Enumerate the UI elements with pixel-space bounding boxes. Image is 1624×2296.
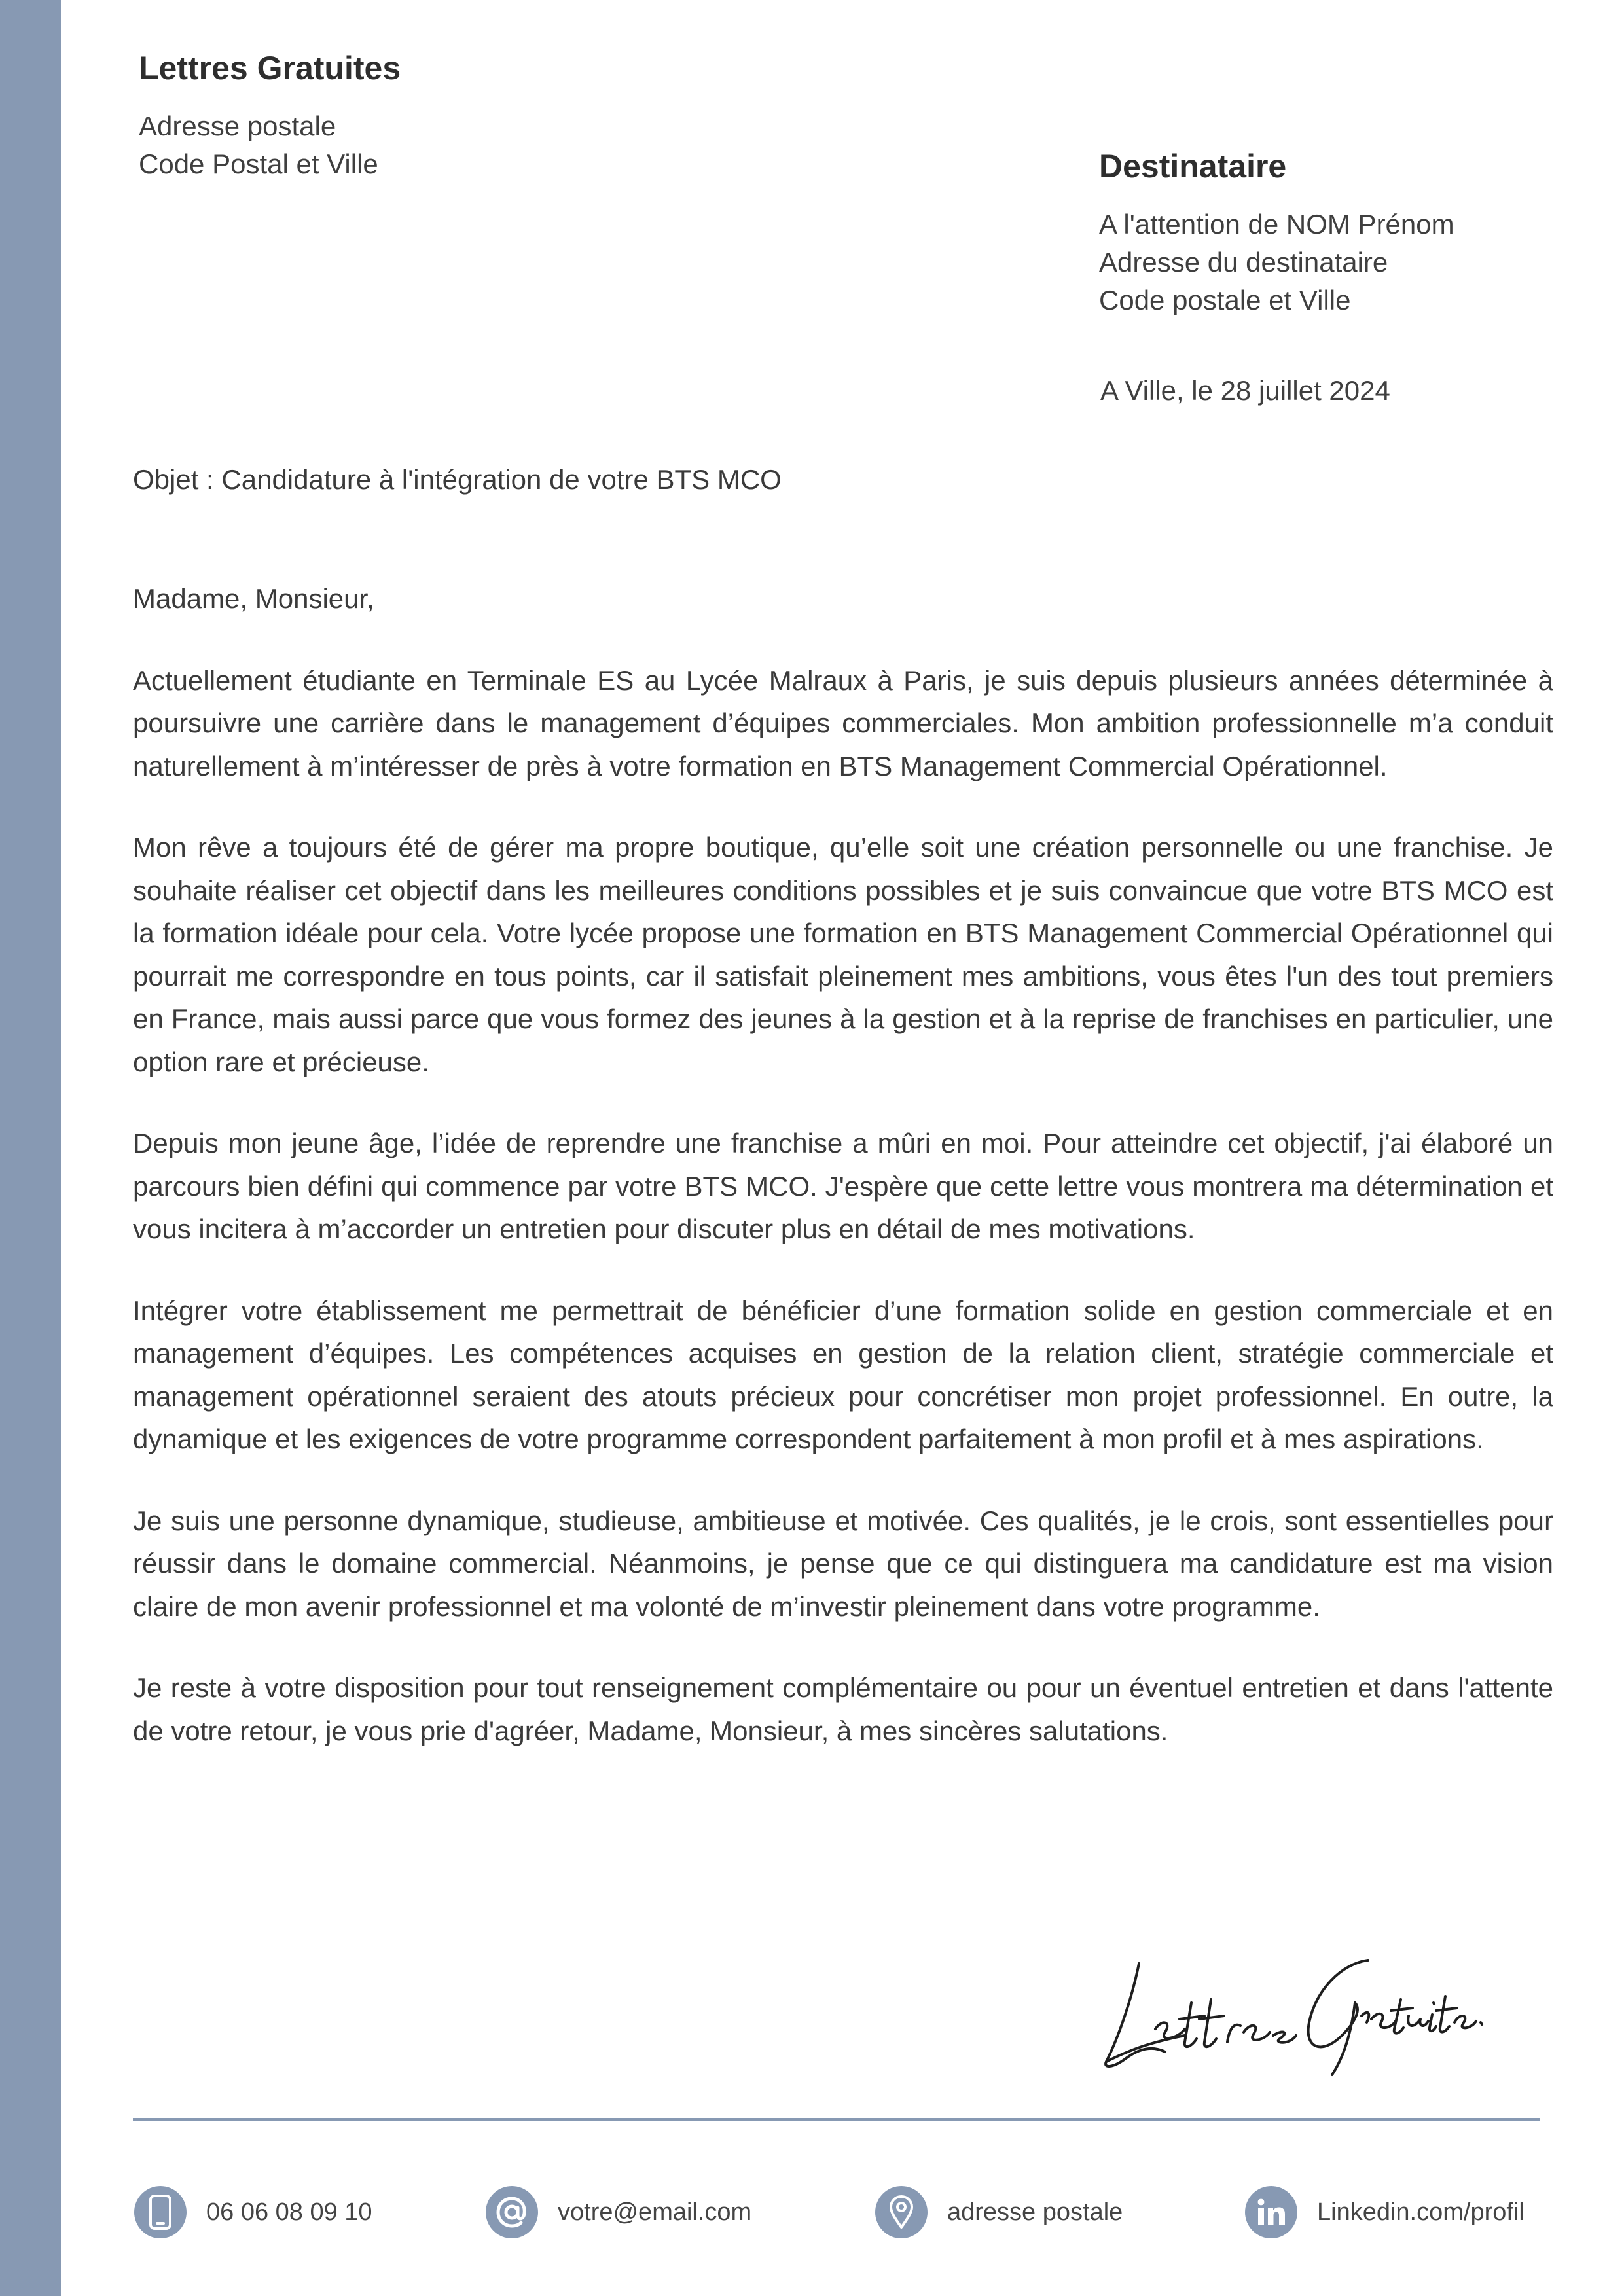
body-paragraph: Actuellement étudiante en Terminale ES au Lycée Malraux à Paris, je suis depuis plusieurs années déterminée à poursuivre une carrière dans le management d’équipes commerciales. Mon ambition professionnelle m’a conduit naturellement à m’intéresser de près à votre formation en BTS Management Commercial Opérationnel. xyxy=(133,664,1553,781)
footer-address xyxy=(875,2186,1123,2238)
footer-email xyxy=(486,2186,751,2238)
email-label: votre@email.com xyxy=(558,2198,752,2226)
recipient-block xyxy=(1099,144,1597,319)
footer-linkedin xyxy=(1245,2186,1525,2238)
sender-city: Code Postal et Ville xyxy=(139,149,378,179)
letter-subject: Objet : Candidature à l'intégration de votre BTS MCO xyxy=(133,464,782,495)
recipient-title: Destinataire xyxy=(1099,148,1287,185)
recipient-city: Code postale et Ville xyxy=(1099,285,1351,315)
address-label: adresse postale xyxy=(947,2198,1123,2226)
body-paragraph: Intégrer votre établissement me permettrait de bénéficier d’une formation solide en gestion commerciale et en management d’équipes. Les compétences acquises en gestion de la relation client, stratégie commerciale et management opérationnel seraient des atouts précieux pour concrétiser mon projet professionnel. En outre, la dynamique et les exigences de votre programme correspondent parfaitement à mon profil et à mes aspirations. xyxy=(133,1295,1553,1454)
letter-date: A Ville, le 28 juillet 2024 xyxy=(1100,375,1390,406)
recipient-address: Adresse du destinataire xyxy=(1099,247,1388,278)
greeting: Madame, Monsieur, xyxy=(133,583,374,614)
sender-block xyxy=(139,46,728,183)
recipient-attention: A l'attention de NOM Prénom xyxy=(1099,209,1454,240)
body-paragraph: Je suis une personne dynamique, studieuse, ambitieuse et motivée. Ces qualités, je le crois, sont essentielles pour réussir dans le domaine commercial. Néanmoins, je pense que ce qui distinguera ma candidature est ma vision claire de mon avenir professionnel et ma volonté de m’investir pleinement dans votre programme. xyxy=(133,1505,1553,1622)
location-pin-icon xyxy=(875,2186,928,2238)
linkedin-label: Linkedin.com/profil xyxy=(1317,2198,1525,2226)
linkedin-icon xyxy=(1245,2186,1297,2238)
at-icon xyxy=(486,2186,538,2238)
footer-phone xyxy=(134,2186,372,2238)
phone-icon xyxy=(134,2186,187,2238)
phone-label: 06 06 08 09 10 xyxy=(206,2198,372,2226)
sender-address: Adresse postale xyxy=(139,111,336,141)
footer-divider xyxy=(133,2118,1540,2121)
body-paragraph: Je reste à votre disposition pour tout renseignement complémentaire ou pour un éventuel entretien et dans l'attente de votre retour, je vous prie d'agréer, Madame, Monsieur, à mes sincères salutations. xyxy=(133,1672,1553,1746)
left-accent-bar xyxy=(0,0,61,2296)
handwritten-signature xyxy=(1093,1937,1486,2081)
body-paragraph: Mon rêve a toujours été de gérer ma propre boutique, qu’elle soit une création personnelle ou une franchise. Je souhaite réaliser cet objectif dans les meilleures conditions possibles et je suis convaincue que votre BTS MCO est la formation idéale pour cela. Votre lycée propose une formation en BTS Management Commercial Opérationnel qui pourrait me correspondre en tous points, car il satisfait pleinement mes ambitions, vous êtes l'un des tout premiers en France, mais aussi parce que vous formez des jeunes à la gestion et à la reprise de franchises en particulier, une option rare et précieuse. xyxy=(133,832,1553,1077)
body-paragraph: Depuis mon jeune âge, l’idée de reprendre une franchise a mûri en moi. Pour atteindre cet objectif, j'ai élaboré un parcours bien défini qui commence par votre BTS MCO. J'espère que cette lettre vous montrera ma détermination et vous incitera à m’accorder un entretien pour discuter plus en détail de mes motivations. xyxy=(133,1128,1553,1244)
sender-name: Lettres Gratuites xyxy=(139,50,401,86)
letter-body xyxy=(133,577,1553,1791)
